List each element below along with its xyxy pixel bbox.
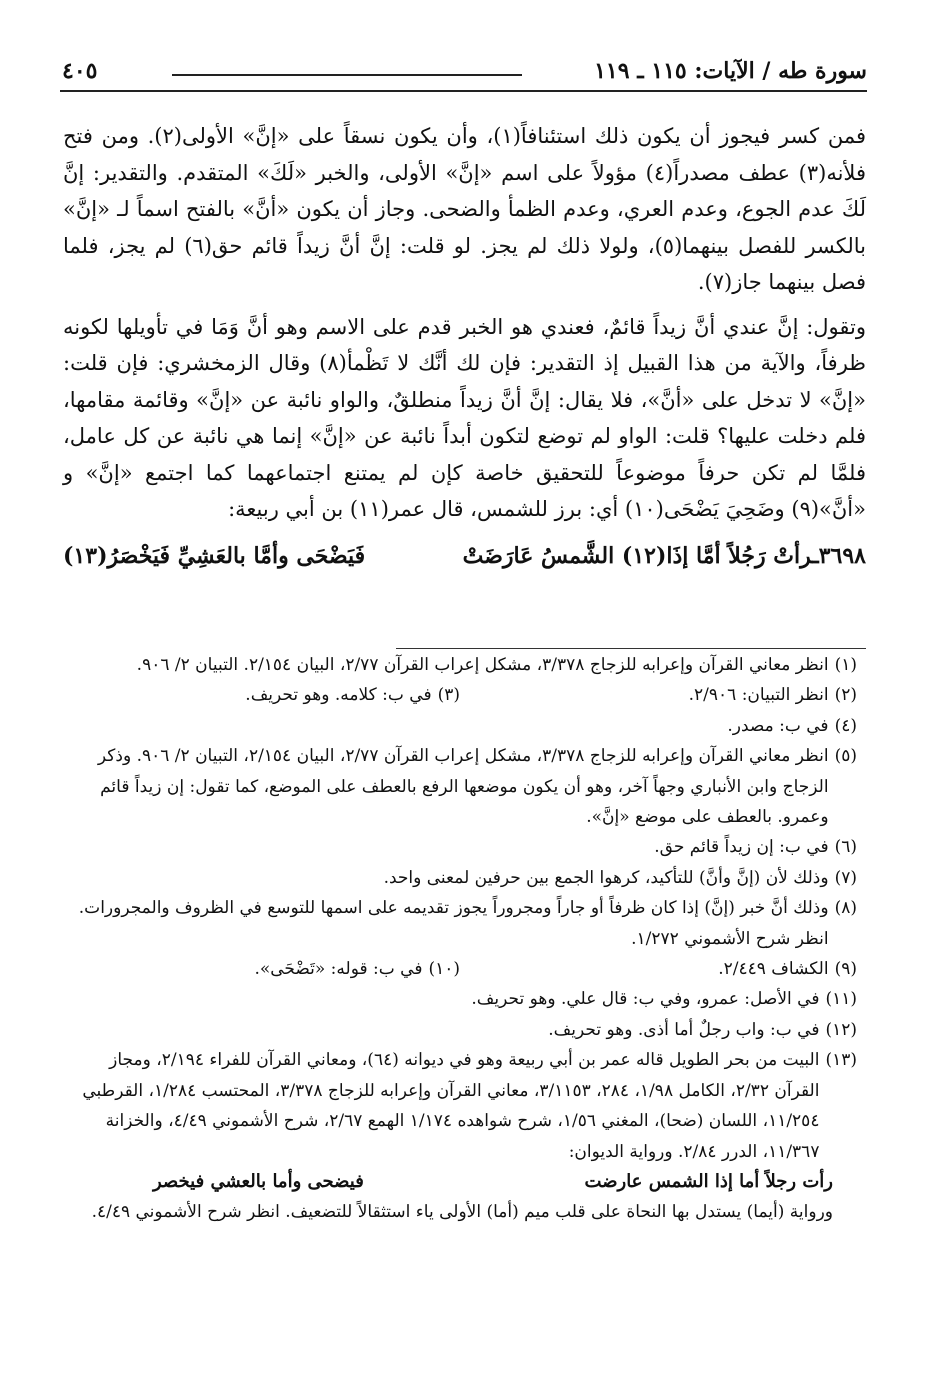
footnote: (١٢) في ب: واب رجلٌ أما أذى. وهو تحريف.: [548, 1019, 857, 1040]
paragraph-1: فمن كسر فيجوز أن يكون ذلك استئنافاً(١)، وأن يكون نسقاً على «إنَّ» الأولى(٢). ومن فتح فلأنه(٣) عطف مصدراً(٤) مؤولاً على اسم «إنَّ» الأولى، والخبر «لَكَ» المتقدم. والتقدير: إنَّ لَكَ عدم الجوع، وعدم العري، وعدم الظمأ والضحى. وجاز أن يكون «أنَّ» بالفتح اسماً لـ «إنَّ» بالكسر للفصل بينهما(٥)، ولولا ذلك لم يجز. لو قلت: إنَّ أنَّ زيداً قائم حق(٦) لم يجز، فلما فصل بينهما جاز(٧).: [63, 124, 867, 294]
footnote: (٤) في ب: مصدر.: [727, 715, 857, 736]
page-number: ٤٠٥: [62, 58, 98, 84]
verse-first-hemistich: ٣٦٩٨ـرأتْ رَجُلاً أمَّا إذَا(١٢) الشَّمسُ عَارَضَتْ: [462, 542, 866, 569]
verse-number: ٣٦٩٨ـ: [812, 542, 866, 569]
footnote-row: [63, 954, 857, 984]
main-text: [63, 118, 866, 576]
footnote: (٩) الكشاف ٢/٤٤٩.: [718, 959, 857, 980]
verse-second-hemistich: فَيَضْحَى وأمَّا بالعَشِيِّ فَيَخْصَرُ(١٣): [63, 542, 366, 569]
footnote: (١٠) في ب: قوله: «تَضْحَى».: [254, 959, 460, 980]
poetry-verse: [63, 536, 866, 576]
footnote: (١٣) البيت من بحر الطويل قاله عمر بن أبي ربيعة وهو في ديوانه (٦٤)، ومعاني القرآن للفراء ٢/١٩٤، ومجاز القرآن ٢/٣٢، الكامل ١/٩٨، ٢٨٤، ٣/١١٥٣، معاني القرآن وإعرابه للزجاج ٣/٣٧٨، المحتسب ١/٢٨٤، القرطبي ١١/٢٥٤، اللسان (ضحا)، المغني ١/٥٦، شرح شواهده ١/١٧٤ الهمع ٢/٦٧، شرح الأشموني ٤/٤٩، والخزانة ١١/٣٦٧، الدرر ٢/٨٤. ورواية الديوان:: [82, 1050, 857, 1162]
header-rule: [60, 90, 867, 92]
paragraph-2: وتقول: إنَّ عندي أنَّ زيداً قائمٌ، فعندي هو الخبر قدم على الاسم وهو أنَّ وَمَا في تأويلها لكونه ظرفاً، والآية من هذا القبيل إذ التقدير: فإن لك أنَّك لا تَظْمأ(٨) وقال الزمخشري: فإن قلت: «إنَّ» لا تدخل على «أنَّ»، فلا يقال: إنَّ أنَّ زيداً منطلقٌ، والواو نائبة عن «إنَّ» وقائمة مقامها، فلم دخلت عليها؟ قلت: الواو لم توضع لتكون أبداً نائبة عن «إنَّ» إنما هي نائبة عن كل عامل، فلمَّا لم تكن حرفاً موضوعاً للتحقيق خاصة كإن لم يمتنع اجتماعهما كما اجتمع «إنَّ» و «أنَّ»(٩) وضَحِيَ يَضْحَى(١٠) أي: برز للشمس، قال عمر(١١) بن أبي ربيعة:: [63, 314, 867, 521]
footnote: (٦) في ب: إن زيداً قائم حق.: [654, 837, 857, 858]
footnotes: [63, 650, 857, 1228]
footnote-separator: [396, 648, 866, 649]
running-title: سورة طه / الآيات: ١١٥ ـ ١١٩: [594, 58, 867, 84]
footnote: (١) انظر معاني القرآن وإعرابه للزجاج ٣/٣٧٨، مشكل إعراب القرآن ٢/٧٧، البيان ٢/١٥٤. التبيان ٢/ ٩٠٦.: [136, 655, 857, 675]
footnote-row: [63, 680, 857, 710]
footnote: (١١) في الأصل: عمرو، وفي ب: قال علي. وهو تحريف.: [471, 989, 857, 1010]
footnote: (٧) وذلك لأن (إنَّ وأنَّ) للتأكيد، كرهوا الجمع بين حرفين لمعنى واحد.: [383, 867, 857, 888]
footnote-verse: رأت رجلاً أما إذا الشمس عارضت فيضحى وأما بالعشي فيخصر: [153, 1170, 833, 1192]
footnote: (٨) وذلك أنَّ خبر (إنَّ) إذا كان ظرفاً أو جاراً ومجروراً يجوز تقديمه على اسمها للتوسع في الظروف والمجرورات. انظر شرح الأشموني ١/٢٧٢.: [78, 898, 857, 949]
footnote: (٥) انظر معاني القرآن وإعرابه للزجاج ٣/٣٧٨، مشكل إعراب القرآن ٢/٧٧، البيان ٢/١٥٤، التبيان ٢/ ٩٠٦. وذكر الزجاج وابن الأنباري وجهاً آخر، وهو أن يكون موضعها الرفع بالعطف على الموضع، كما تقول: إن زيداً قائم وعمرو. بالعطف على موضع «إنَّ».: [97, 746, 857, 828]
footnote-continuation: ورواية (أيما) يستدل بها النحاة على قلب ميم (أما) الأولى ياء استثقالاً للتضعيف. انظر شرح الأشموني ٤/٤٩.: [91, 1202, 833, 1223]
header-dash-line: [172, 74, 522, 76]
footnote: (٣) في ب: كلامه. وهو تحريف.: [245, 685, 460, 706]
footnote: (٢) انظر التبيان: ٢/٩٠٦.: [688, 685, 857, 706]
page-header: [60, 54, 867, 94]
